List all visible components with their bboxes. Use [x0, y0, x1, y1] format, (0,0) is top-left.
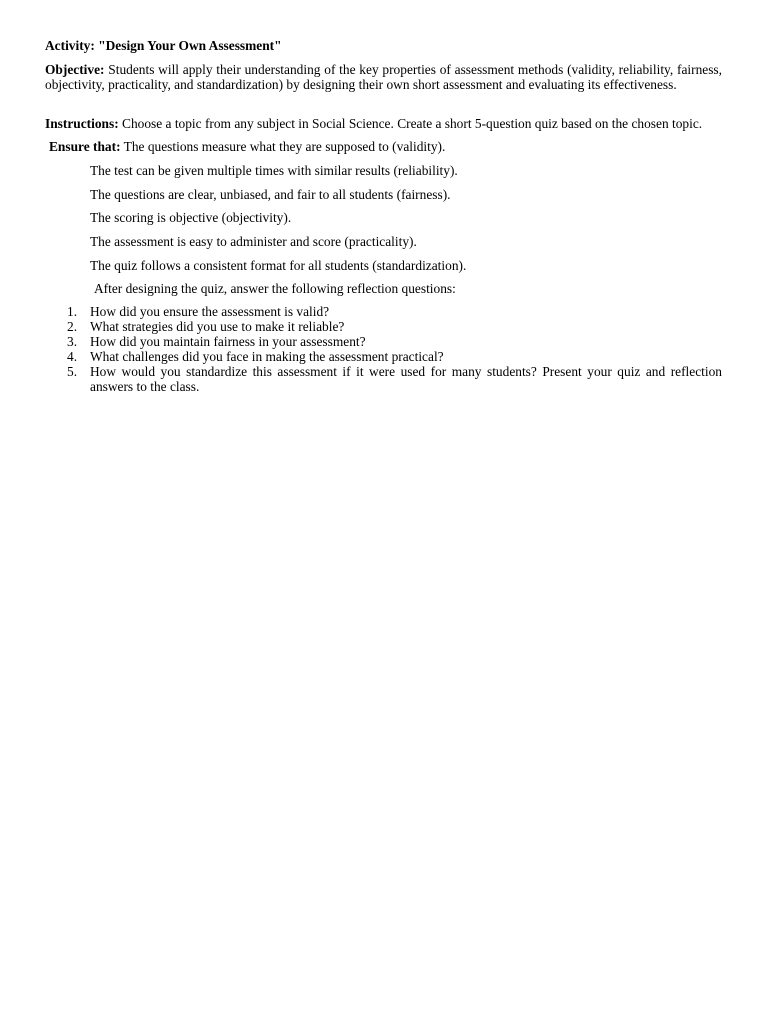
ensure-label: Ensure that: — [49, 139, 121, 154]
list-text: How did you ensure the assessment is valid? — [90, 304, 330, 319]
ensure-first-item: The questions measure what they are supposed to (validity). — [123, 139, 446, 154]
list-item — [45, 319, 722, 334]
instructions-paragraph — [45, 116, 722, 131]
list-text: How would you standardize this assessment if it were used for many students? Present your quiz and reflection answers to the class. — [90, 364, 722, 394]
ensure-item: The scoring is objective (objectivity). — [90, 210, 292, 225]
activity-heading — [45, 38, 722, 53]
activity-title: "Design Your Own Assessment" — [98, 38, 282, 53]
list-item — [45, 334, 722, 349]
list-number: 1. — [67, 304, 78, 319]
list-number: 3. — [67, 334, 78, 349]
reflection-intro: After designing the quiz, answer the following reflection questions: — [94, 281, 456, 296]
ensure-item: The assessment is easy to administer and score (practicality). — [90, 234, 417, 249]
list-number: 5. — [67, 364, 78, 379]
list-number: 4. — [67, 349, 78, 364]
instructions-text: Choose a topic from any subject in Social Science. Create a short 5-question quiz based on the chosen topic. — [122, 116, 703, 131]
ensure-item: The quiz follows a consistent format for all students (standardization). — [90, 258, 467, 273]
objective-paragraph — [45, 62, 722, 92]
activity-label: Activity: — [45, 38, 95, 53]
ensure-paragraph — [49, 139, 726, 154]
objective-label: Objective: — [45, 62, 105, 77]
list-text: How did you maintain fairness in your assessment? — [90, 334, 366, 349]
list-item — [45, 364, 722, 394]
list-text: What strategies did you use to make it reliable? — [90, 319, 345, 334]
list-item — [45, 304, 722, 319]
instructions-label: Instructions: — [45, 116, 119, 131]
reflection-questions-list — [45, 304, 722, 394]
objective-text: Students will apply their understanding of the key properties of assessment methods (validity, reliability, fairness, objectivity, practicality, and standardization) by designing their own short assessment and evaluating its effectiveness. — [45, 62, 722, 92]
ensure-item: The questions are clear, unbiased, and fair to all students (fairness). — [90, 187, 451, 202]
list-text: What challenges did you face in making the assessment practical? — [90, 349, 444, 364]
list-item — [45, 349, 722, 364]
ensure-item: The test can be given multiple times with similar results (reliability). — [90, 163, 458, 178]
list-number: 2. — [67, 319, 78, 334]
